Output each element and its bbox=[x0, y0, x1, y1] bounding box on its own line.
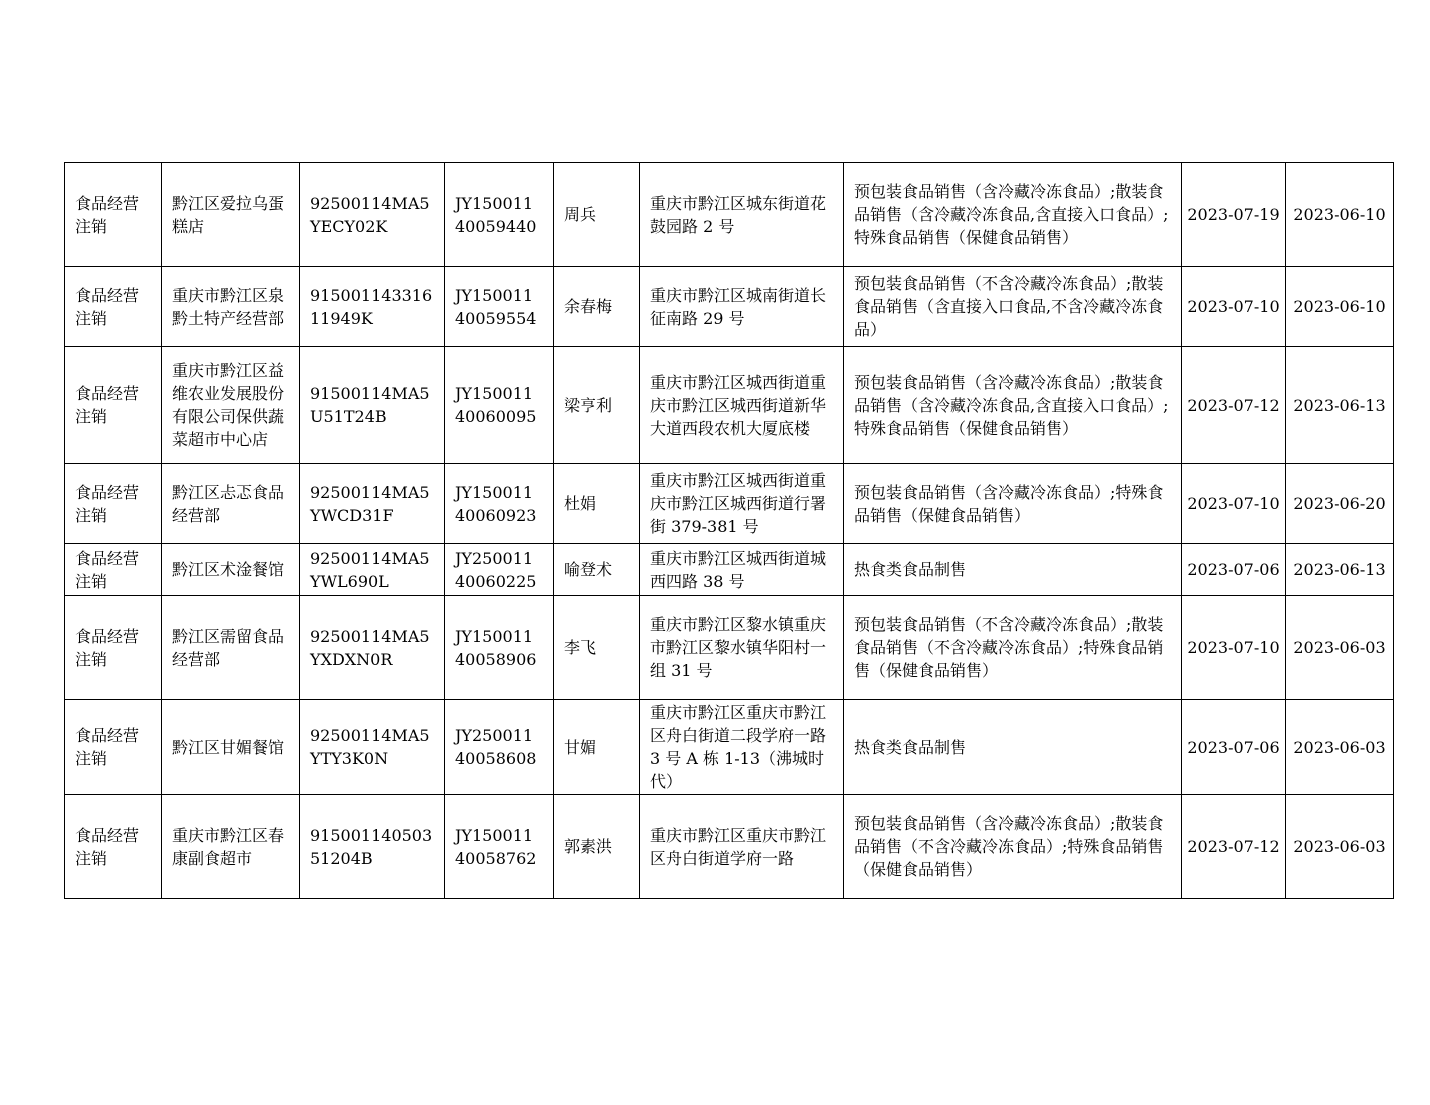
cell-type: 食品经营注销 bbox=[65, 464, 162, 544]
cell-scope: 预包装食品销售（含冷藏冷冻食品）;散装食品销售（含冷藏冷冻食品,含直接入口食品）;特殊食品销售（保健食品销售） bbox=[844, 163, 1182, 267]
cell-type: 食品经营注销 bbox=[65, 544, 162, 596]
cell-credit-code: 92500114MA5YWCD31F bbox=[300, 464, 445, 544]
cell-address: 重庆市黔江区城南街道长征南路 29 号 bbox=[640, 267, 844, 347]
cell-type: 食品经营注销 bbox=[65, 596, 162, 700]
cell-person: 梁亨利 bbox=[554, 347, 640, 464]
table-row bbox=[65, 700, 1394, 795]
cell-license-no: JY25001140058608 bbox=[445, 700, 554, 795]
cell-scope: 预包装食品销售（含冷藏冷冻食品）;散装食品销售（含冷藏冷冻食品,含直接入口食品）;特殊食品销售（保健食品销售） bbox=[844, 347, 1182, 464]
cell-address: 重庆市黔江区重庆市黔江区舟白街道二段学府一路 3 号 A 栋 1-13（沸城时代） bbox=[640, 700, 844, 795]
cell-address: 重庆市黔江区城西街道城西四路 38 号 bbox=[640, 544, 844, 596]
cell-name: 黔江区甘媚餐馆 bbox=[162, 700, 300, 795]
cell-date-2: 2023-06-10 bbox=[1286, 163, 1394, 267]
cell-date-1: 2023-07-06 bbox=[1182, 544, 1286, 596]
cell-scope: 预包装食品销售（含冷藏冷冻食品）;散装食品销售（不含冷藏冷冻食品）;特殊食品销售（保健食品销售） bbox=[844, 795, 1182, 899]
table-row bbox=[65, 267, 1394, 347]
cell-person: 李飞 bbox=[554, 596, 640, 700]
cell-credit-code: 91500114331611949K bbox=[300, 267, 445, 347]
cell-address: 重庆市黔江区城东街道花鼓园路 2 号 bbox=[640, 163, 844, 267]
cell-credit-code: 91500114050351204B bbox=[300, 795, 445, 899]
cell-scope: 预包装食品销售（含冷藏冷冻食品）;特殊食品销售（保健食品销售） bbox=[844, 464, 1182, 544]
table-row bbox=[65, 163, 1394, 267]
cell-name: 重庆市黔江区春康副食超市 bbox=[162, 795, 300, 899]
cell-person: 余春梅 bbox=[554, 267, 640, 347]
cell-date-1: 2023-07-06 bbox=[1182, 700, 1286, 795]
cell-person: 甘媚 bbox=[554, 700, 640, 795]
cell-address: 重庆市黔江区黎水镇重庆市黔江区黎水镇华阳村一组 31 号 bbox=[640, 596, 844, 700]
cell-license-no: JY15001140058762 bbox=[445, 795, 554, 899]
cell-credit-code: 92500114MA5YECY02K bbox=[300, 163, 445, 267]
cell-person: 周兵 bbox=[554, 163, 640, 267]
cell-license-no: JY15001140059440 bbox=[445, 163, 554, 267]
cell-date-1: 2023-07-10 bbox=[1182, 596, 1286, 700]
table-row bbox=[65, 795, 1394, 899]
cell-date-2: 2023-06-13 bbox=[1286, 347, 1394, 464]
cell-date-2: 2023-06-20 bbox=[1286, 464, 1394, 544]
cell-license-no: JY15001140059554 bbox=[445, 267, 554, 347]
cell-credit-code: 92500114MA5YTY3K0N bbox=[300, 700, 445, 795]
cell-credit-code: 92500114MA5YXDXN0R bbox=[300, 596, 445, 700]
table-row bbox=[65, 464, 1394, 544]
cell-type: 食品经营注销 bbox=[65, 347, 162, 464]
cell-person: 郭素洪 bbox=[554, 795, 640, 899]
table-row bbox=[65, 544, 1394, 596]
table-row bbox=[65, 347, 1394, 464]
cell-type: 食品经营注销 bbox=[65, 163, 162, 267]
cell-credit-code: 91500114MA5U51T24B bbox=[300, 347, 445, 464]
cell-name: 黔江区需留食品经营部 bbox=[162, 596, 300, 700]
cell-license-no: JY25001140060225 bbox=[445, 544, 554, 596]
cell-date-2: 2023-06-03 bbox=[1286, 700, 1394, 795]
cell-date-2: 2023-06-03 bbox=[1286, 596, 1394, 700]
cell-date-2: 2023-06-10 bbox=[1286, 267, 1394, 347]
cell-date-1: 2023-07-10 bbox=[1182, 267, 1286, 347]
cell-date-1: 2023-07-10 bbox=[1182, 464, 1286, 544]
table-row bbox=[65, 596, 1394, 700]
cell-credit-code: 92500114MA5YWL690L bbox=[300, 544, 445, 596]
cell-person: 喻登术 bbox=[554, 544, 640, 596]
cell-type: 食品经营注销 bbox=[65, 267, 162, 347]
cell-date-1: 2023-07-12 bbox=[1182, 795, 1286, 899]
cell-date-2: 2023-06-13 bbox=[1286, 544, 1394, 596]
cell-date-2: 2023-06-03 bbox=[1286, 795, 1394, 899]
cell-type: 食品经营注销 bbox=[65, 795, 162, 899]
cell-name: 黔江区爱拉乌蛋糕店 bbox=[162, 163, 300, 267]
cell-address: 重庆市黔江区城西街道重庆市黔江区城西街道行署街 379-381 号 bbox=[640, 464, 844, 544]
cell-address: 重庆市黔江区重庆市黔江区舟白街道学府一路 bbox=[640, 795, 844, 899]
cell-address: 重庆市黔江区城西街道重庆市黔江区城西街道新华大道西段农机大厦底楼 bbox=[640, 347, 844, 464]
cell-scope: 热食类食品制售 bbox=[844, 544, 1182, 596]
cell-name: 重庆市黔江区益维农业发展股份有限公司保供蔬菜超市中心店 bbox=[162, 347, 300, 464]
cell-person: 杜娟 bbox=[554, 464, 640, 544]
cell-license-no: JY15001140060095 bbox=[445, 347, 554, 464]
cell-name: 黔江区术淦餐馆 bbox=[162, 544, 300, 596]
cell-scope: 预包装食品销售（不含冷藏冷冻食品）;散装食品销售（不含冷藏冷冻食品）;特殊食品销售（保健食品销售） bbox=[844, 596, 1182, 700]
cell-name: 重庆市黔江区泉黔土特产经营部 bbox=[162, 267, 300, 347]
cell-type: 食品经营注销 bbox=[65, 700, 162, 795]
cell-scope: 热食类食品制售 bbox=[844, 700, 1182, 795]
cell-name: 黔江区忐忑食品经营部 bbox=[162, 464, 300, 544]
cell-date-1: 2023-07-12 bbox=[1182, 347, 1286, 464]
cell-scope: 预包装食品销售（不含冷藏冷冻食品）;散装食品销售（含直接入口食品,不含冷藏冷冻食品） bbox=[844, 267, 1182, 347]
cell-license-no: JY15001140060923 bbox=[445, 464, 554, 544]
cell-date-1: 2023-07-19 bbox=[1182, 163, 1286, 267]
records-table bbox=[64, 162, 1394, 899]
cell-license-no: JY15001140058906 bbox=[445, 596, 554, 700]
